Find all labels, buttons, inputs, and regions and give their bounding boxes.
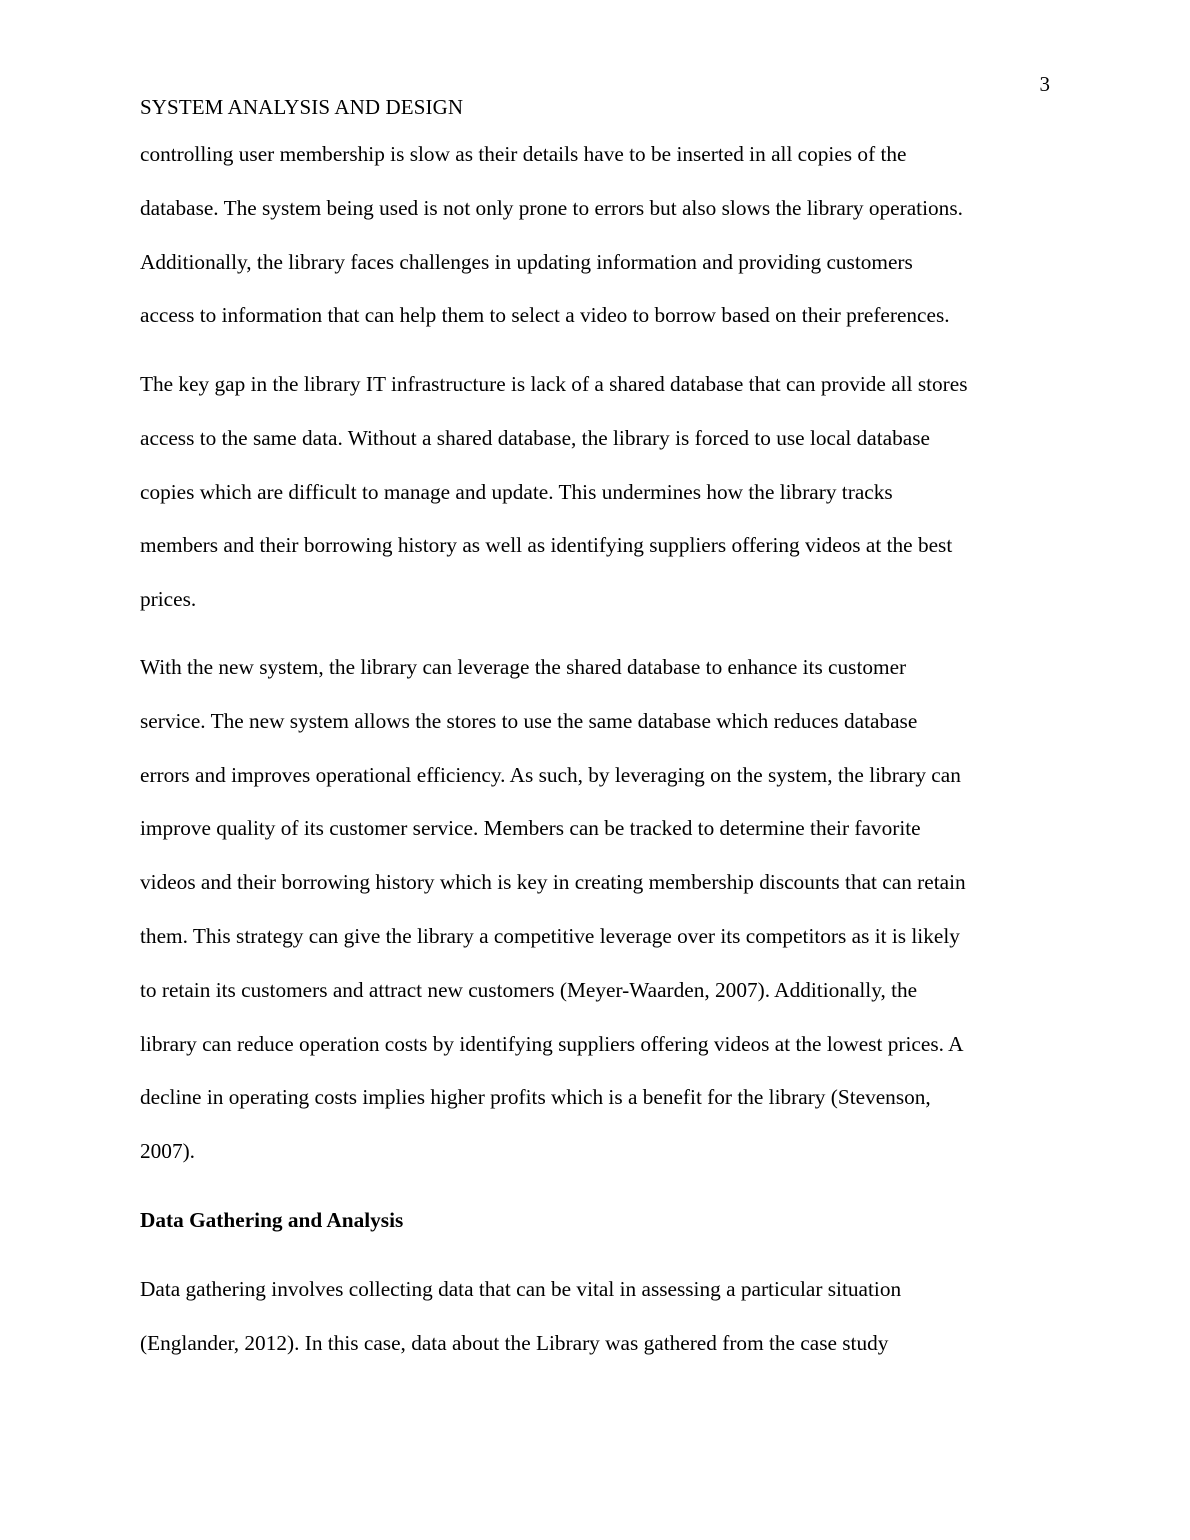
paragraph-line: decline in operating costs implies higher profits which is a benefit for the library (Stevenson, [140, 1085, 931, 1110]
paragraph-2 [140, 371, 1060, 612]
paragraph-line: service. The new system allows the stores to use the same database which reduces database [140, 708, 918, 733]
page-number: 3 [1039, 72, 1050, 96]
paragraph-line: 2007). [140, 1139, 196, 1164]
paragraph-line: errors and improves operational efficiency. As such, by leveraging on the system, the library can [140, 762, 961, 787]
paragraph-line: to retain its customers and attract new customers (Meyer-Waarden, 2007). Additionally, the [140, 977, 918, 1002]
running-head: SYSTEM ANALYSIS AND DESIGN [140, 95, 464, 119]
paragraph-line: (Englander, 2012). In this case, data about the Library was gathered from the case study [140, 1330, 889, 1355]
paragraph-line: members and their borrowing history as well as identifying suppliers offering videos at the best [140, 533, 953, 558]
paragraph-line: Data gathering involves collecting data that can be vital in assessing a particular situation [140, 1277, 902, 1301]
paragraph-line: improve quality of its customer service. Members can be tracked to determine their favorite [140, 816, 921, 841]
paragraph-line: access to information that can help them to select a video to borrow based on their preferences. [140, 303, 950, 328]
paragraph-line: The key gap in the library IT infrastructure is lack of a shared database that can provide all stores [140, 372, 968, 396]
paragraph-line: videos and their borrowing history which is key in creating membership discounts that can retain [140, 870, 966, 895]
paragraph-line: database. The system being used is not only prone to errors but also slows the library operations. [140, 195, 963, 220]
paragraph-line: Additionally, the library faces challenges in updating information and providing customers [140, 249, 913, 274]
paragraph-line: prices. [140, 587, 197, 612]
paragraph-line: With the new system, the library can leverage the shared database to enhance its customer [140, 655, 907, 679]
paragraph-3 [140, 654, 1060, 1164]
paragraph-line: access to the same data. Without a shared database, the library is forced to use local database [140, 425, 930, 450]
section-heading: Data Gathering and Analysis [140, 1208, 404, 1232]
paragraph-line: library can reduce operation costs by identifying suppliers offering videos at the lowest prices. A [140, 1031, 964, 1056]
paragraph-line: copies which are difficult to manage and update. This undermines how the library tracks [140, 479, 893, 504]
paragraph-line: them. This strategy can give the library a competitive leverage over its competitors as it is likely [140, 923, 960, 948]
paragraph-line: controlling user membership is slow as their details have to be inserted in all copies of the [140, 142, 907, 166]
paragraph-4 [140, 1276, 1060, 1356]
paragraph-1 [140, 141, 1060, 328]
